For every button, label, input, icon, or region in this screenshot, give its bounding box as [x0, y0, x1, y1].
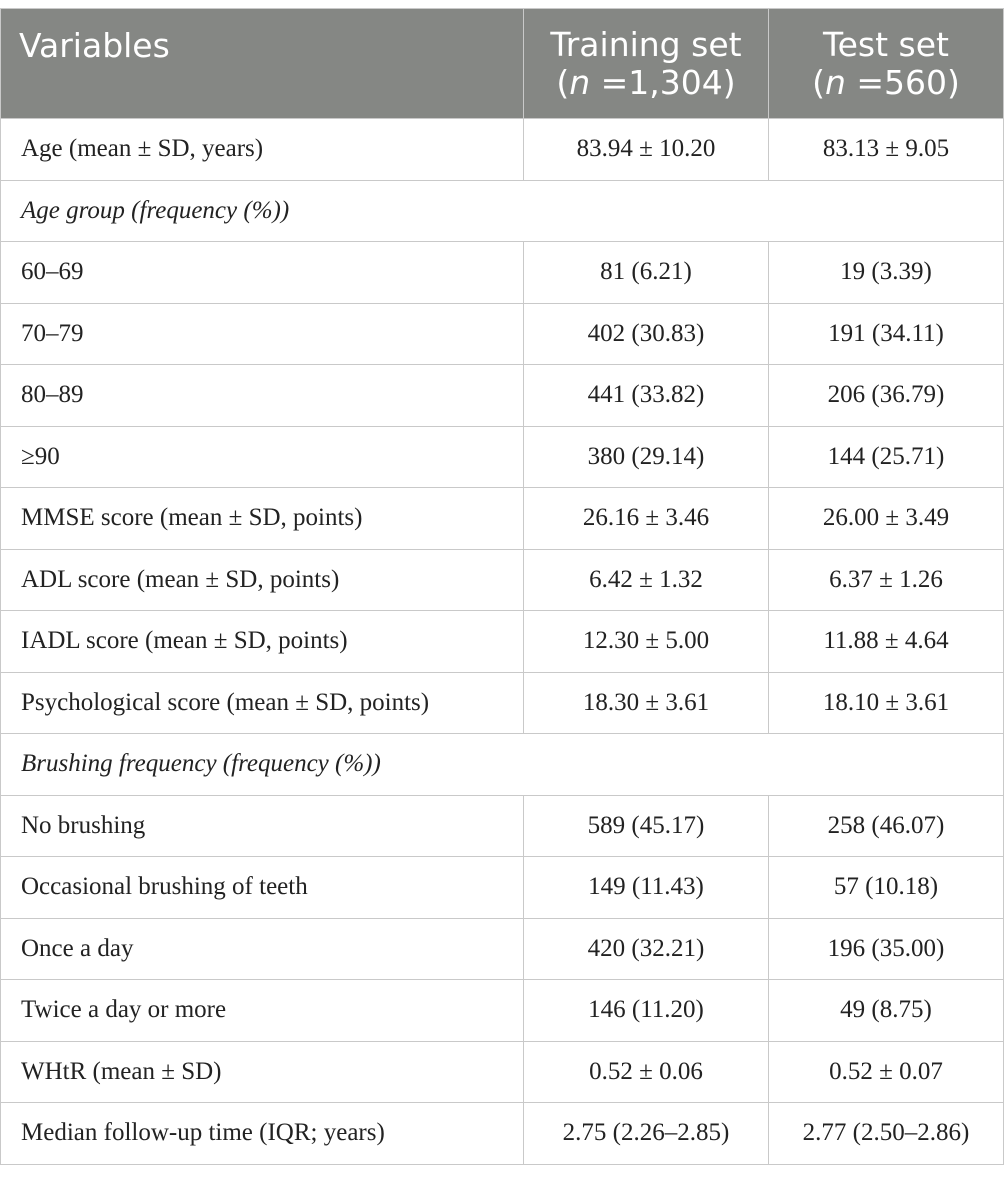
row-label: 80–89	[1, 365, 524, 427]
training-value: 0.52 ± 0.06	[524, 1041, 769, 1103]
table-row-whtr	[1, 1041, 1004, 1103]
header-test-n: (n =560)	[812, 62, 960, 102]
table-row-age	[1, 119, 1004, 181]
header-variables: Variables	[1, 9, 524, 119]
test-value: 0.52 ± 0.07	[769, 1041, 1004, 1103]
row-label: Twice a day or more	[1, 980, 524, 1042]
table-row-age-80-89	[1, 365, 1004, 427]
table-section-brushing	[1, 734, 1004, 796]
table-row-age-70-79	[1, 303, 1004, 365]
table-row-adl	[1, 549, 1004, 611]
table-row-no-brushing	[1, 795, 1004, 857]
training-value: 2.75 (2.26–2.85)	[524, 1103, 769, 1165]
table-row-twice-a-day	[1, 980, 1004, 1042]
test-value: 191 (34.11)	[769, 303, 1004, 365]
row-label: WHtR (mean ± SD)	[1, 1041, 524, 1103]
test-value: 57 (10.18)	[769, 857, 1004, 919]
training-value: 146 (11.20)	[524, 980, 769, 1042]
test-value: 11.88 ± 4.64	[769, 611, 1004, 673]
row-label: MMSE score (mean ± SD, points)	[1, 488, 524, 550]
training-value: 83.94 ± 10.20	[524, 119, 769, 181]
test-value: 26.00 ± 3.49	[769, 488, 1004, 550]
row-label: IADL score (mean ± SD, points)	[1, 611, 524, 673]
training-value: 441 (33.82)	[524, 365, 769, 427]
row-label: ADL score (mean ± SD, points)	[1, 549, 524, 611]
table-row-once-a-day	[1, 918, 1004, 980]
header-training-n: (n =1,304)	[556, 62, 736, 102]
test-value: 49 (8.75)	[769, 980, 1004, 1042]
table-row-follow-up	[1, 1103, 1004, 1165]
header-training-title: Training set	[550, 24, 742, 64]
row-label: 70–79	[1, 303, 524, 365]
table-row-mmse	[1, 488, 1004, 550]
row-label: Age (mean ± SD, years)	[1, 119, 524, 181]
training-value: 26.16 ± 3.46	[524, 488, 769, 550]
table-section-age-group	[1, 180, 1004, 242]
training-value: 402 (30.83)	[524, 303, 769, 365]
row-label: ≥90	[1, 426, 524, 488]
test-value: 83.13 ± 9.05	[769, 119, 1004, 181]
section-label: Age group (frequency (%))	[1, 180, 1004, 242]
training-value: 6.42 ± 1.32	[524, 549, 769, 611]
row-label: Median follow-up time (IQR; years)	[1, 1103, 524, 1165]
table-row-iadl	[1, 611, 1004, 673]
table-row-age-60-69	[1, 242, 1004, 304]
table-row-psychological	[1, 672, 1004, 734]
header-training-set	[524, 9, 769, 119]
test-value: 196 (35.00)	[769, 918, 1004, 980]
row-label: No brushing	[1, 795, 524, 857]
test-value: 19 (3.39)	[769, 242, 1004, 304]
test-value: 144 (25.71)	[769, 426, 1004, 488]
baseline-characteristics-table	[0, 8, 1004, 1165]
table-row-age-90-plus	[1, 426, 1004, 488]
training-value: 18.30 ± 3.61	[524, 672, 769, 734]
row-label: Occasional brushing of teeth	[1, 857, 524, 919]
training-value: 149 (11.43)	[524, 857, 769, 919]
training-value: 380 (29.14)	[524, 426, 769, 488]
test-value: 18.10 ± 3.61	[769, 672, 1004, 734]
training-value: 12.30 ± 5.00	[524, 611, 769, 673]
section-label: Brushing frequency (frequency (%))	[1, 734, 1004, 796]
row-label: Psychological score (mean ± SD, points)	[1, 672, 524, 734]
header-test-set	[769, 9, 1004, 119]
training-value: 81 (6.21)	[524, 242, 769, 304]
test-value: 6.37 ± 1.26	[769, 549, 1004, 611]
training-value: 589 (45.17)	[524, 795, 769, 857]
table-row-occasional	[1, 857, 1004, 919]
test-value: 258 (46.07)	[769, 795, 1004, 857]
header-test-title: Test set	[823, 24, 949, 64]
row-label: Once a day	[1, 918, 524, 980]
test-value: 206 (36.79)	[769, 365, 1004, 427]
test-value: 2.77 (2.50–2.86)	[769, 1103, 1004, 1165]
row-label: 60–69	[1, 242, 524, 304]
table-header-row	[1, 9, 1004, 119]
training-value: 420 (32.21)	[524, 918, 769, 980]
